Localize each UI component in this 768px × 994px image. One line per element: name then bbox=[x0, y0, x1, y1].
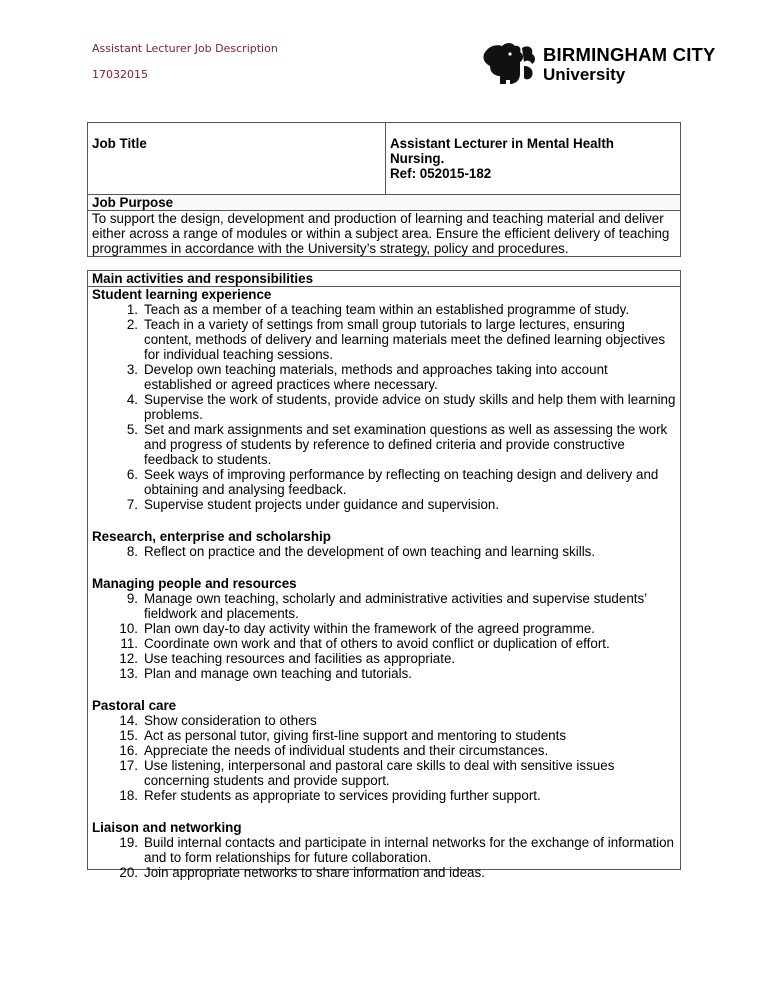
section-title: Managing people and resources bbox=[92, 576, 297, 591]
job-reference: Ref: 052015-182 bbox=[390, 166, 492, 181]
section-title: Liaison and networking bbox=[92, 820, 242, 835]
item-number: 9. bbox=[126, 591, 138, 606]
activity-section bbox=[88, 820, 680, 880]
item-number: 4. bbox=[126, 392, 138, 407]
item-number: 19. bbox=[119, 835, 138, 850]
list-item bbox=[92, 743, 676, 758]
job-purpose-text: To support the design, development and production of learning and teaching material and deliver either across a range of modules or within a subject area. Ensure the efficient delivery of teaching programmes in accordance with the University’s strategy, policy and procedures. bbox=[88, 211, 681, 257]
list-item bbox=[92, 497, 676, 512]
item-text: Act as personal tutor, giving first-line support and mentoring to students bbox=[144, 728, 567, 743]
responsibility-list bbox=[92, 835, 676, 880]
list-item bbox=[92, 713, 676, 728]
item-number: 17. bbox=[119, 758, 138, 773]
item-number: 12. bbox=[119, 651, 138, 666]
item-text: Develop own teaching materials, methods and approaches taking into account established or agreed practices where necessary. bbox=[144, 362, 608, 392]
section-title: Pastoral care bbox=[92, 698, 177, 713]
list-item bbox=[92, 865, 676, 880]
job-title-value bbox=[386, 123, 681, 195]
activities-heading: Main activities and responsibilities bbox=[88, 271, 680, 287]
item-text: Teach in a variety of settings from small group tutorials to large lectures, ensuring content, methods of delivery and learning materials meet the defined learning objectives for individual teaching sessions. bbox=[144, 317, 666, 362]
item-text: Build internal contacts and participate in internal networks for the exchange of information and to form relationships for future collaboration. bbox=[144, 835, 674, 865]
item-text: Show consideration to others bbox=[144, 713, 317, 728]
list-item bbox=[92, 544, 676, 559]
section-spacer bbox=[88, 512, 680, 529]
list-item bbox=[92, 666, 676, 681]
job-title-label: Job Title bbox=[88, 123, 386, 195]
item-number: 3. bbox=[126, 362, 138, 377]
item-number: 6. bbox=[126, 467, 138, 482]
job-summary-table bbox=[87, 122, 681, 257]
activities-sections bbox=[88, 287, 680, 880]
document-header-title: Assistant Lecturer Job Description bbox=[92, 42, 278, 55]
list-item bbox=[92, 422, 676, 467]
item-number: 7. bbox=[126, 497, 138, 512]
activity-section bbox=[88, 576, 680, 681]
responsibility-list bbox=[92, 713, 676, 803]
job-title-line2: Nursing. bbox=[390, 151, 445, 166]
item-text: Teach as a member of a teaching team within an established programme of study. bbox=[144, 302, 630, 317]
list-item bbox=[92, 362, 676, 392]
university-logo bbox=[480, 40, 716, 88]
list-item bbox=[92, 788, 676, 803]
list-item bbox=[92, 728, 676, 743]
activity-section bbox=[88, 287, 680, 512]
activities-box bbox=[87, 270, 681, 880]
list-item bbox=[92, 302, 676, 317]
list-item bbox=[92, 758, 676, 788]
logo-text-line2: University bbox=[543, 65, 626, 84]
item-text: Set and mark assignments and set examination questions as well as assessing the work and progress of students by reference to defined criteria and provide constructive feedback to students. bbox=[144, 422, 668, 467]
item-number: 2. bbox=[126, 317, 138, 332]
item-text: Use teaching resources and facilities as appropriate. bbox=[144, 651, 456, 666]
item-number: 15. bbox=[119, 728, 138, 743]
list-item bbox=[92, 317, 676, 362]
section-spacer bbox=[88, 681, 680, 698]
responsibility-list bbox=[92, 591, 676, 681]
item-text: Use listening, interpersonal and pastoral care skills to deal with sensitive issues concerning students and provide support. bbox=[144, 758, 615, 788]
item-number: 14. bbox=[119, 713, 138, 728]
item-text: Refer students as appropriate to services providing further support. bbox=[144, 788, 541, 803]
item-text: Manage own teaching, scholarly and administrative activities and supervise students’ fieldwork and placements. bbox=[144, 591, 647, 621]
item-number: 20. bbox=[119, 865, 138, 880]
item-text: Reflect on practice and the development of own teaching and learning skills. bbox=[144, 544, 596, 559]
item-text: Supervise the work of students, provide advice on study skills and help them with learning problems. bbox=[144, 392, 676, 422]
activity-section bbox=[88, 529, 680, 559]
list-item bbox=[92, 636, 676, 651]
item-text: Join appropriate networks to share information and ideas. bbox=[144, 865, 485, 880]
list-item bbox=[92, 392, 676, 422]
responsibility-list bbox=[92, 544, 676, 559]
section-title: Student learning experience bbox=[92, 287, 272, 302]
list-item bbox=[92, 591, 676, 621]
section-title: Research, enterprise and scholarship bbox=[92, 529, 331, 544]
job-title-line1: Assistant Lecturer in Mental Health bbox=[390, 136, 614, 151]
item-number: 16. bbox=[119, 743, 138, 758]
list-item bbox=[92, 651, 676, 666]
item-text: Appreciate the needs of individual students and their circumstances. bbox=[144, 743, 549, 758]
item-text: Coordinate own work and that of others to avoid conflict or duplication of effort. bbox=[144, 636, 610, 651]
item-text: Seek ways of improving performance by reflecting on teaching design and delivery and obtaining and analysing feedback. bbox=[144, 467, 659, 497]
document-code: 17032015 bbox=[92, 68, 148, 81]
item-number: 5. bbox=[126, 422, 138, 437]
item-number: 11. bbox=[120, 636, 138, 651]
item-number: 13. bbox=[119, 666, 138, 681]
item-text: Plan and manage own teaching and tutorials. bbox=[144, 666, 412, 681]
responsibility-list bbox=[92, 302, 676, 512]
list-item bbox=[92, 835, 676, 865]
item-number: 8. bbox=[126, 544, 138, 559]
item-number: 18. bbox=[119, 788, 138, 803]
lion-crest-icon bbox=[480, 40, 538, 88]
list-item bbox=[92, 621, 676, 636]
list-item bbox=[92, 467, 676, 497]
item-number: 10. bbox=[119, 621, 138, 636]
section-spacer bbox=[88, 559, 680, 576]
job-purpose-label: Job Purpose bbox=[88, 195, 681, 211]
activity-section bbox=[88, 698, 680, 803]
section-spacer bbox=[88, 803, 680, 820]
item-text: Supervise student projects under guidance and supervision. bbox=[144, 497, 500, 512]
item-number: 1. bbox=[126, 302, 138, 317]
logo-text-line1: BIRMINGHAM CITY bbox=[543, 44, 716, 65]
item-text: Plan own day-to day activity within the framework of the agreed programme. bbox=[144, 621, 596, 636]
